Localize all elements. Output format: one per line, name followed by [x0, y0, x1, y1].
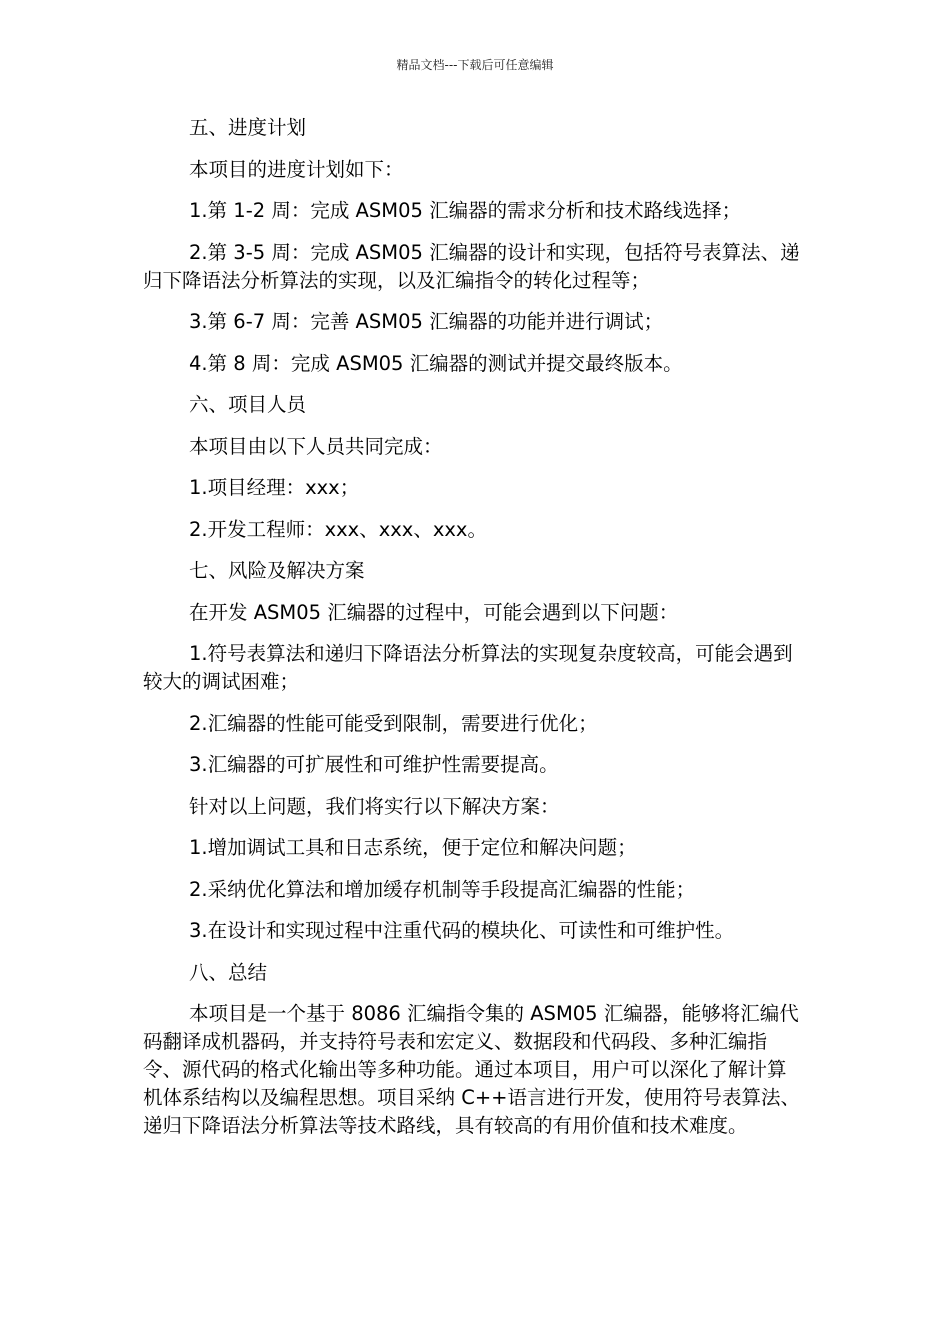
- list-item: 2.开发工程师：xxx、xxx、xxx。: [189, 517, 487, 541]
- list-item: 2.汇编器的性能可能受到限制，需要进行优化；: [189, 711, 598, 735]
- paragraph: 本项目的进度计划如下：: [189, 157, 404, 181]
- paragraph: 在开发 ASM05 汇编器的过程中，可能会遇到以下问题：: [189, 600, 679, 624]
- list-item: 1.增加调试工具和日志系统，便于定位和解决问题；: [189, 836, 637, 859]
- section-heading-schedule: 五、进度计划: [189, 116, 307, 139]
- list-item: 1.项目经理：xxx；: [189, 476, 360, 499]
- paragraph: 本项目是一个基于 8086 汇编指令集的 ASM05 汇编器，能够将汇编代码翻译成机器码，并支持符号表和宏定义、数据段和代码段、多种汇编指令、源代码的格式化输出等多种功能。通过本项目，用户可以深化了解计算机体系结构以及编程思想。项目采纳 C++语言进行开发，使用符号表算法、递归下降语法分析算法等技术路线，具有较高的有用价值和技术难度。: [143, 1002, 800, 1137]
- section-heading-personnel: 六、项目人员: [189, 393, 307, 416]
- section-heading-summary: 八、总结: [189, 960, 268, 984]
- list-item: 1.第 1-2 周：完成 ASM05 汇编器的需求分析和技术路线选择；: [189, 199, 742, 222]
- list-item: 3.第 6-7 周：完善 ASM05 汇编器的功能并进行调试；: [189, 310, 664, 333]
- list-item: 4.第 8 周：完成 ASM05 汇编器的测试并提交最终版本。: [189, 351, 683, 375]
- list-item: 3.在设计和实现过程中注重代码的模块化、可读性和可维护性。: [189, 919, 735, 942]
- paragraph: 本项目由以下人员共同完成：: [189, 434, 443, 458]
- page-header: 精品文档---下载后可任意编辑: [396, 58, 554, 72]
- paragraph: 针对以上问题，我们将实行以下解决方案：: [189, 794, 560, 818]
- list-item: 2.采纳优化算法和增加缓存机制等手段提高汇编器的性能；: [189, 877, 696, 901]
- list-item: 1.符号表算法和递归下降语法分析算法的实现复杂度较高，可能会遇到较大的调试困难；: [143, 642, 793, 693]
- list-item: 2.第 3-5 周：完成 ASM05 汇编器的设计和实现，包括符号表算法、递归下降语法分析算法的实现，以及汇编指令的转化过程等；: [143, 240, 800, 292]
- list-item: 3.汇编器的可扩展性和可维护性需要提高。: [189, 753, 559, 776]
- section-heading-risks: 七、风险及解决方案: [189, 559, 365, 582]
- document-body: [143, 114, 805, 1154]
